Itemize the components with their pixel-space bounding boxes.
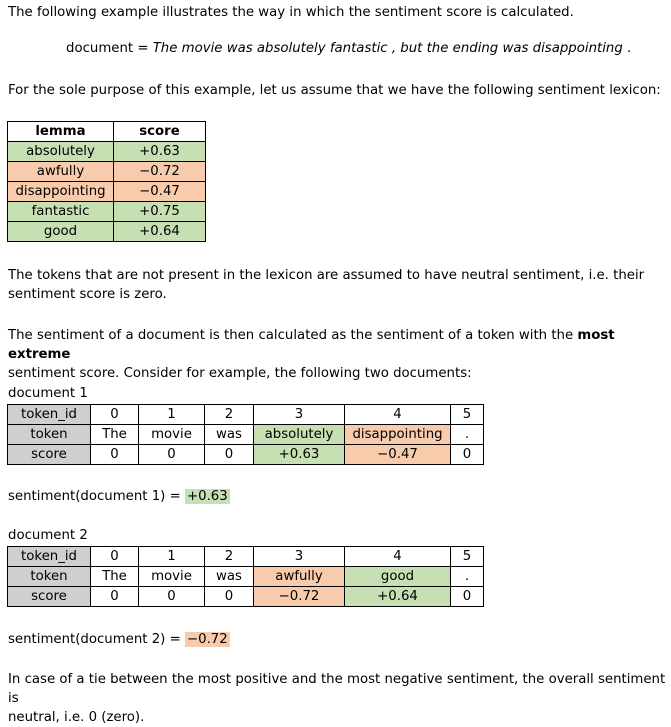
intro-text: The following example illustrates the way in which the sentiment score is calculated. bbox=[8, 5, 574, 20]
doc1-id: 5 bbox=[451, 405, 484, 425]
document-prefix: document = bbox=[66, 41, 153, 56]
doc2-token: The bbox=[91, 567, 139, 587]
doc2-id: 0 bbox=[91, 547, 139, 567]
doc1-label-token-id: token_id bbox=[8, 405, 91, 425]
doc1-label-token: token bbox=[8, 425, 91, 445]
doc1-result bbox=[8, 487, 230, 506]
doc2-id: 2 bbox=[205, 547, 254, 567]
doc1-token: The bbox=[91, 425, 139, 445]
doc1-id: 3 bbox=[254, 405, 345, 425]
lexicon-lemma: disappointing bbox=[8, 182, 114, 202]
lexicon-row bbox=[8, 142, 206, 162]
doc2-token: . bbox=[451, 567, 484, 587]
doc2-title: document 2 bbox=[8, 528, 88, 543]
doc1-score: 0 bbox=[205, 445, 254, 465]
doc2-table bbox=[7, 546, 484, 607]
doc2-id: 4 bbox=[345, 547, 451, 567]
lexicon-score: +0.63 bbox=[114, 142, 206, 162]
lexicon-lemma: awfully bbox=[8, 162, 114, 182]
doc1-token: . bbox=[451, 425, 484, 445]
tie-note-line2: neutral, i.e. 0 (zero). bbox=[8, 710, 145, 725]
extreme-note-bold: most extreme bbox=[8, 328, 615, 362]
lexicon-row bbox=[8, 202, 206, 222]
doc2-token: movie bbox=[139, 567, 205, 587]
lexicon-score: −0.47 bbox=[114, 182, 206, 202]
lexicon-table bbox=[7, 121, 206, 242]
doc2-token: was bbox=[205, 567, 254, 587]
lexicon-intro: For the sole purpose of this example, let us assume that we have the following sentiment lexicon: bbox=[8, 83, 661, 98]
document-suffix: . bbox=[622, 41, 632, 56]
doc1-score: 0 bbox=[451, 445, 484, 465]
neutral-note bbox=[8, 266, 644, 304]
lexicon-header-lemma: lemma bbox=[8, 122, 114, 142]
doc1-id: 1 bbox=[139, 405, 205, 425]
doc1-token: was bbox=[205, 425, 254, 445]
doc1-score: 0 bbox=[91, 445, 139, 465]
tie-note bbox=[8, 670, 671, 727]
doc1-token: absolutely bbox=[254, 425, 345, 445]
neutral-note-line2: sentiment score is zero. bbox=[8, 287, 167, 302]
lexicon-row bbox=[8, 222, 206, 242]
lexicon-lemma: absolutely bbox=[8, 142, 114, 162]
lexicon-score: +0.64 bbox=[114, 222, 206, 242]
doc1-table bbox=[7, 404, 484, 465]
doc2-score: +0.64 bbox=[345, 587, 451, 607]
doc1-id: 4 bbox=[345, 405, 451, 425]
lexicon-row bbox=[8, 182, 206, 202]
lexicon-lemma: good bbox=[8, 222, 114, 242]
doc1-result-value: +0.63 bbox=[186, 489, 228, 504]
doc1-score: 0 bbox=[139, 445, 205, 465]
doc2-id: 5 bbox=[451, 547, 484, 567]
extreme-note-line1: The sentiment of a document is then calculated as the sentiment of a token with the bbox=[8, 328, 578, 343]
doc1-id: 0 bbox=[91, 405, 139, 425]
tie-note-line1: In case of a tie between the most positive and the most negative sentiment, the overall sentiment is bbox=[8, 672, 666, 706]
lexicon-row bbox=[8, 162, 206, 182]
lexicon-header-score: score bbox=[114, 122, 206, 142]
lexicon-score: −0.72 bbox=[114, 162, 206, 182]
lexicon-score: +0.75 bbox=[114, 202, 206, 222]
doc2-result-value: −0.72 bbox=[186, 632, 228, 647]
doc2-score: 0 bbox=[451, 587, 484, 607]
neutral-note-line1: The tokens that are not present in the lexicon are assumed to have neutral sentiment, i.e. their bbox=[8, 268, 645, 283]
doc1-id: 2 bbox=[205, 405, 254, 425]
doc2-label-token-id: token_id bbox=[8, 547, 91, 567]
doc1-score: −0.47 bbox=[345, 445, 451, 465]
doc2-score: 0 bbox=[139, 587, 205, 607]
doc2-id: 1 bbox=[139, 547, 205, 567]
document-example bbox=[66, 41, 631, 56]
doc2-label-score: score bbox=[8, 587, 91, 607]
document-text: The movie was absolutely fantastic , but the ending was disappointing bbox=[152, 41, 623, 56]
doc2-token: awfully bbox=[254, 567, 345, 587]
doc2-score: −0.72 bbox=[254, 587, 345, 607]
extreme-note bbox=[8, 326, 671, 383]
doc1-title: document 1 bbox=[8, 386, 88, 401]
extreme-note-line2: sentiment score. Consider for example, the following two documents: bbox=[8, 366, 472, 381]
doc2-result-prefix: sentiment(document 2) = bbox=[8, 632, 185, 647]
doc1-token: disappointing bbox=[345, 425, 451, 445]
doc1-label-score: score bbox=[8, 445, 91, 465]
doc2-score: 0 bbox=[91, 587, 139, 607]
doc2-token: good bbox=[345, 567, 451, 587]
doc2-result bbox=[8, 630, 230, 649]
doc2-score: 0 bbox=[205, 587, 254, 607]
doc1-token: movie bbox=[139, 425, 205, 445]
lexicon-lemma: fantastic bbox=[8, 202, 114, 222]
doc2-id: 3 bbox=[254, 547, 345, 567]
doc2-label-token: token bbox=[8, 567, 91, 587]
doc1-score: +0.63 bbox=[254, 445, 345, 465]
doc1-result-prefix: sentiment(document 1) = bbox=[8, 489, 185, 504]
